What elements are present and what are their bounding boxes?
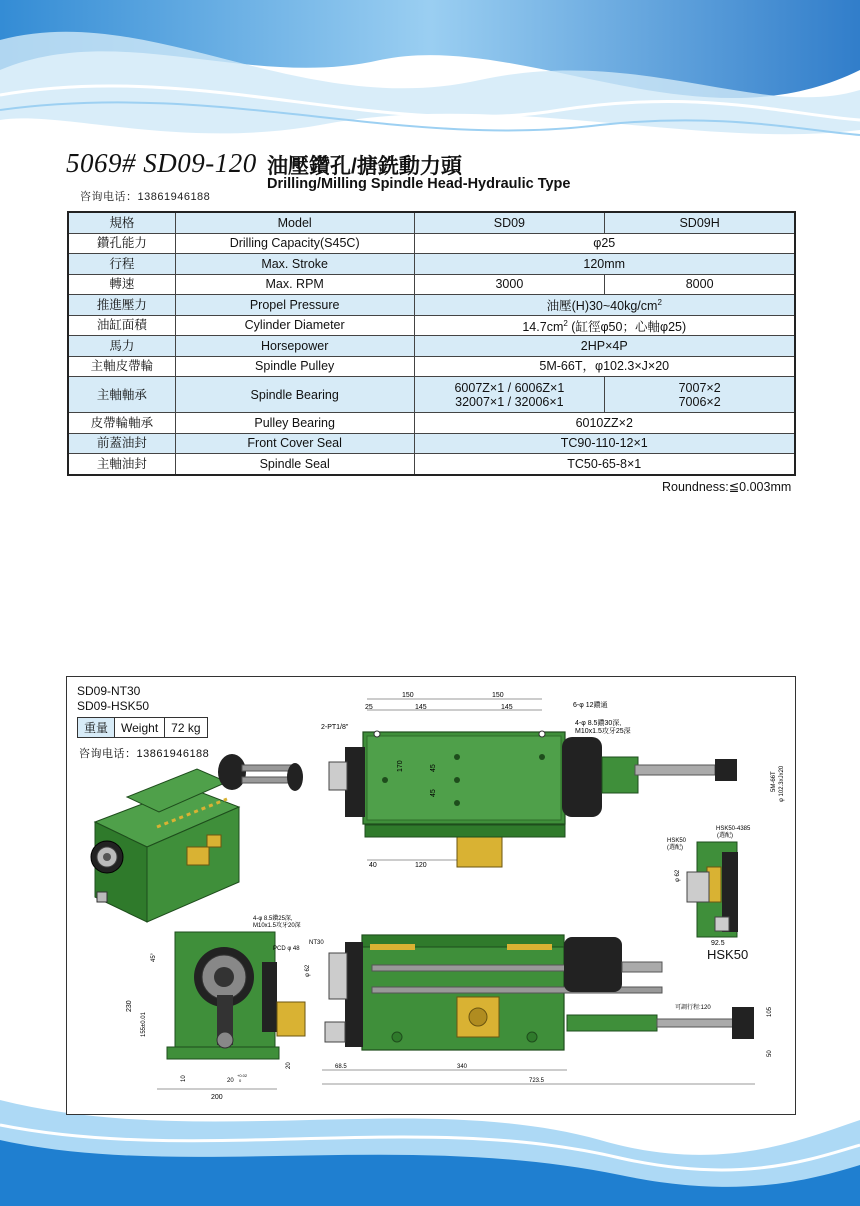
dim-92-5: 92.5 [711,940,725,947]
drawing-canvas [67,677,795,1114]
dim-45-a: 45 [430,764,437,772]
technical-drawing-panel [66,676,796,1115]
top-wave-decoration [0,0,860,150]
side-view-bottom [305,935,773,1084]
dim-pulley-2: φ 102.3xJx20 [779,765,785,802]
superscript: 2 [563,318,568,328]
row-label-en: Pulley Bearing [175,413,414,434]
dim-pcd: PCD φ 48 [273,946,300,952]
dim-40: 40 [369,862,377,869]
isometric-view [91,754,303,922]
cylinder-area-text: 14.7cm [522,319,564,334]
front-view [126,914,305,1101]
row-label-cn: 鑽孔能力 [68,233,175,254]
dim-10: 10 [181,1075,187,1082]
title-chinese: 油壓鑽孔/搪銑動力頭 [267,155,462,178]
contact-phone: 咨询电话：13861946188 [80,191,211,203]
dim-25: 25 [365,704,373,711]
row-value [414,315,795,336]
row-label-cn: 前蓋油封 [68,433,175,454]
dim-723-5: 723.5 [529,1078,545,1084]
table-row [68,336,795,357]
dim-170: 170 [397,760,404,772]
row-label-cn: 主軸軸承 [68,377,175,413]
row-value: φ25 [414,233,795,254]
row-value: 5M-66T，φ102.3×J×20 [414,356,795,377]
row-value-sd09h [605,377,795,413]
table-row [68,413,795,434]
row-label-en: Spindle Pulley [175,356,414,377]
row-label-cn: 馬力 [68,336,175,357]
drawing-model-1: SD09-NT30 [77,684,141,698]
header-cell-cn: 規格 [68,212,175,233]
dim-200: 200 [211,1094,223,1101]
row-label-cn: 推進壓力 [68,295,175,316]
dim-holes-4a: 4-φ 8.5鑽30深, [575,720,622,727]
weight-label-en: Weight [115,718,165,738]
drawing-contact-phone: 咨询电话：13861946188 [79,748,210,760]
cylinder-detail-text: (缸徑φ50；心軸φ25) [567,319,687,334]
hsk50-detail [667,826,751,947]
table-row [68,454,795,475]
dim-120: 120 [415,862,427,869]
dim-20-tol-2: 0 [239,1078,242,1083]
row-value [414,295,795,316]
weight-value: 72 kg [165,718,207,738]
row-label-en: Spindle Seal [175,454,414,475]
dim-holes-4b: M10x1.5攻牙25深 [575,728,631,735]
table-row [68,295,795,316]
table-row [68,433,795,454]
dim-340: 340 [457,1064,468,1070]
dim-stroke: 可調行程:120 [675,1005,711,1011]
table-row [68,315,795,336]
dim-230: 230 [126,1000,133,1012]
row-value: 2HP×4P [414,336,795,357]
row-value-sd09h: 8000 [605,274,795,295]
row-label-cn: 主軸油封 [68,454,175,475]
row-value: TC90-110-12×1 [414,433,795,454]
model-code: 5069# SD09-120 [66,148,257,178]
weight-table [77,717,208,738]
row-label-cn: 轉速 [68,274,175,295]
row-label-cn: 行程 [68,254,175,275]
dim-145-b: 145 [501,704,513,711]
dim-155: 155±0.01 [141,1012,147,1037]
table-row [68,254,795,275]
dim-opt-2: (選配) [667,845,683,851]
row-value-sd09: 3000 [414,274,605,295]
roundness-note: Roundness:≦0.003mm [662,480,792,494]
drawing-model-2: SD09-HSK50 [77,699,150,713]
dim-45-deg: 45° [151,952,157,962]
row-label-cn: 皮帶輪軸承 [68,413,175,434]
bearing-line-2: 7006×2 [678,394,721,409]
dim-nt30: NT30 [309,940,324,946]
row-label-cn: 油缸面積 [68,315,175,336]
table-header-row [68,212,795,233]
row-label-en: Front Cover Seal [175,433,414,454]
row-label-en: Spindle Bearing [175,377,414,413]
header-cell-sd09h: SD09H [605,212,795,233]
row-value: 6010ZZ×2 [414,413,795,434]
dim-68-5: 68.5 [335,1064,347,1070]
bearing-line-1: 6007Z×1 / 6006Z×1 [454,380,565,395]
dim-62-b: φ 62 [305,964,311,977]
dim-opt-1: (選配) [717,833,733,839]
row-label-en: Max. Stroke [175,254,414,275]
title-english: Drilling/Milling Spindle Head-Hydraulic Type [267,176,571,192]
bearing-line-2: 32007×1 / 32006×1 [455,394,564,409]
row-value: 120mm [414,254,795,275]
propel-pressure-text: 油壓(H)30~40kg/cm [546,299,658,314]
dim-150-a: 150 [402,692,414,699]
dim-20-a: 20 [227,1078,234,1084]
row-label-en: Drilling Capacity(S45C) [175,233,414,254]
table-row [68,274,795,295]
dim-62-a: φ 62 [675,869,681,882]
dim-hsk50-small: HSK50 [667,838,687,844]
hsk50-label: HSK50 [707,947,749,962]
table-row [68,233,795,254]
row-label-cn: 主軸皮帶輪 [68,356,175,377]
dim-hsk4385: HSK50-4385 [716,826,751,832]
dim-pt: 2-PT1/8" [321,724,349,731]
bearing-line-1: 7007×2 [678,380,721,395]
weight-label-cn: 重量 [78,718,115,738]
dim-45-b: 45 [430,789,437,797]
dim-holes-6: 6-φ 12鑽通 [573,702,608,709]
dim-holes-4c: 4-φ 8.5鑽25深, [253,916,293,922]
row-label-en: Cylinder Diameter [175,315,414,336]
row-value: TC50-65-8×1 [414,454,795,475]
spec-table [67,211,796,476]
table-row [68,377,795,413]
row-value-sd09 [414,377,605,413]
dim-20-b: 20 [286,1062,292,1069]
dim-holes-4d: M10x1.5攻牙20深 [253,923,301,929]
dim-50: 50 [767,1050,773,1057]
dim-pulley: 5M-66T [771,771,777,792]
row-label-en: Propel Pressure [175,295,414,316]
dim-145-a: 145 [415,704,427,711]
superscript: 2 [657,298,662,308]
dim-20-tol: +0.02 [237,1073,248,1078]
header-cell-en: Model [175,212,414,233]
dim-105: 105 [767,1006,773,1017]
row-label-en: Max. RPM [175,274,414,295]
header-cell-sd09: SD09 [414,212,605,233]
table-row [68,356,795,377]
row-label-en: Horsepower [175,336,414,357]
dim-150-b: 150 [492,692,504,699]
